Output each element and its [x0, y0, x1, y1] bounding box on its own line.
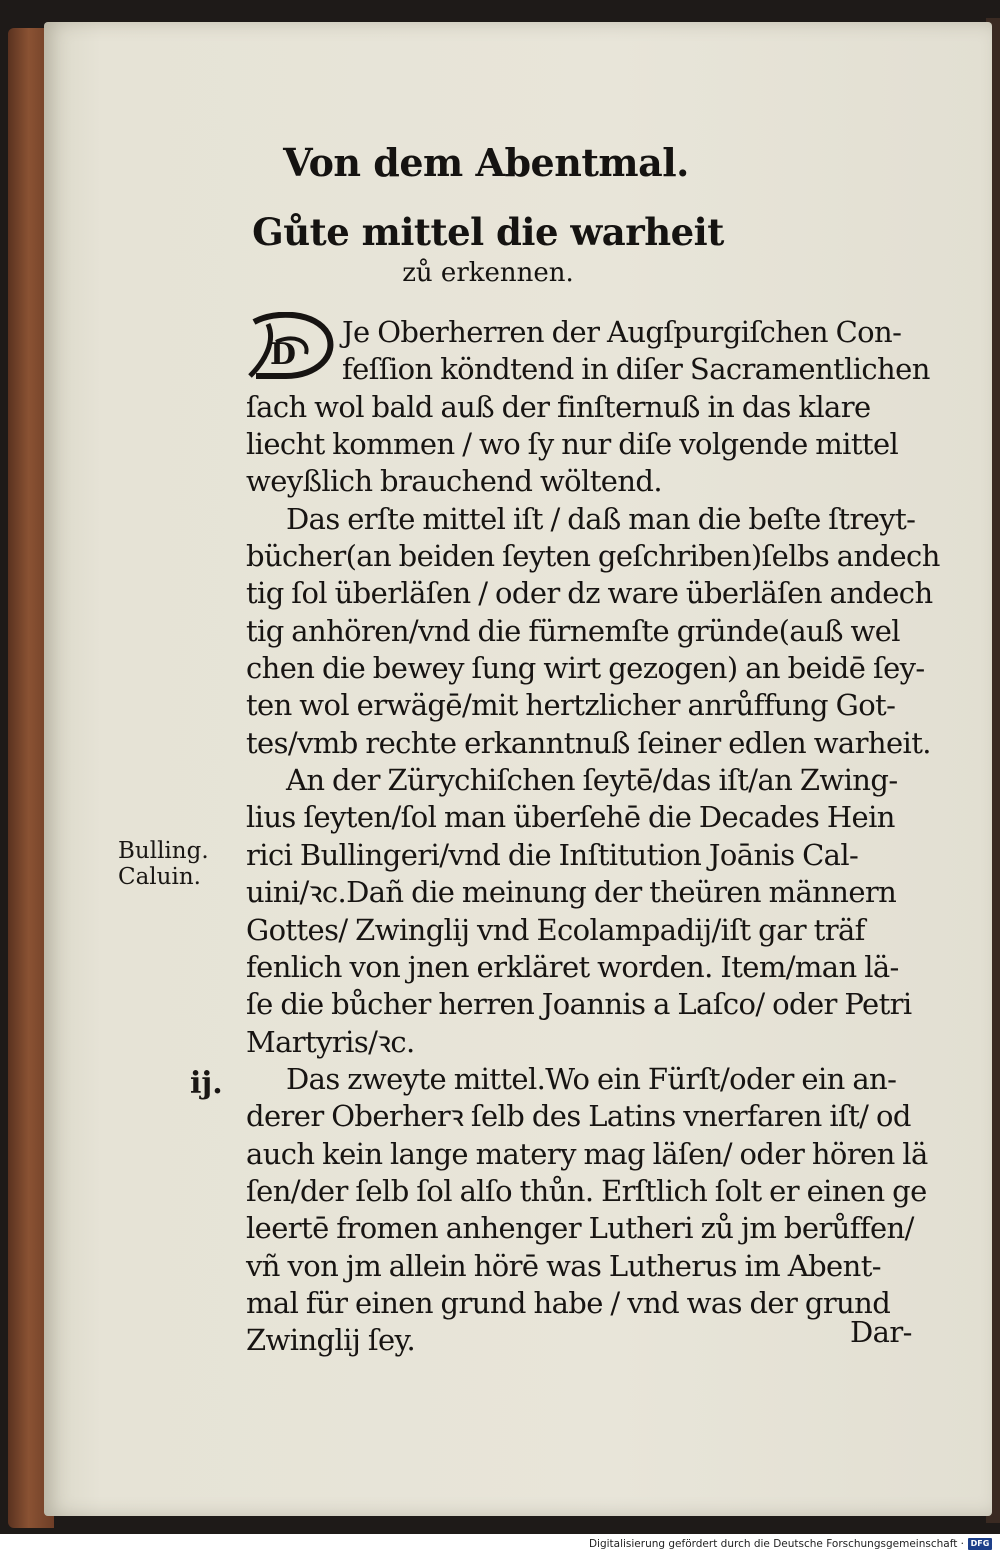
body-text — [246, 314, 946, 1360]
text-line: Je Oberherren der Augſpurgiſchen Con‑ — [342, 315, 902, 349]
text-line: derer Oberherꝛ ſelb des Latins vnerfaren iſt/ od — [246, 1099, 911, 1134]
text-line: tig anhören/vnd die fürnemſte gründe(auß wel — [246, 613, 900, 648]
credit-text: Digitalisierung gefördert durch die Deutsche Forschungsgemeinschaft · — [588, 1538, 964, 1550]
margin-note — [118, 838, 209, 890]
text-line: lius ſeyten/ſol man überſehē die Decades Hein — [246, 800, 895, 835]
text-line: chen die bewey ſung wirt gezogen) an beidē ſey‑ — [246, 651, 925, 686]
text-line: An der Zürychiſchen ſeytē/das iſt/an Zwing‑ — [286, 763, 898, 798]
text-line: uini/ꝛc.Dañ die meinung der theüren männern — [246, 875, 897, 910]
text-line: ten wol erwägē/mit hertzlicher anrůffung Got‑ — [246, 688, 896, 723]
text-line: Martyris/ꝛc. — [246, 1024, 415, 1059]
text-line: Zwinglij ſey. — [246, 1323, 416, 1358]
svg-text:D: D — [270, 337, 297, 372]
text-line: leertē fromen anhenger Lutheri zů jm berůffen/ — [246, 1211, 914, 1246]
text-line: bücher(an beiden ſeyten geſchriben)ſelbs andech — [246, 539, 940, 574]
text-line: auch kein lange matery mag läſen/ oder hören lä — [246, 1136, 928, 1171]
text-line: liecht kommen / wo ſy nur diſe volgende mittel — [246, 427, 899, 462]
text-line: ſen/der ſelb ſol alſo thůn. Erſtlich ſolt er einen ge — [246, 1173, 927, 1208]
text-line: vñ von jm allein hörē was Lutherus im Abent‑ — [246, 1248, 881, 1283]
text-line: Das erſte mittel iſt / daß man die beſte ſtreyt‑ — [286, 501, 916, 536]
dfg-logo: DFG — [968, 1538, 992, 1550]
catchword: Dar‑ — [850, 1315, 912, 1349]
text-line: feſſion köndtend in diſer Sacramentlichen — [342, 352, 930, 387]
digitization-credit — [589, 1538, 992, 1550]
text-line: fenlich von jnen erkläret worden. Item/man lä‑ — [246, 949, 899, 984]
text-line: Das zweyte mittel.Wo ein Fürſt/oder ein an‑ — [286, 1061, 897, 1096]
margin-note-line: Bulling. — [118, 838, 209, 864]
margin-note-line: Caluin. — [118, 864, 201, 890]
signature-mark: ij. — [190, 1066, 223, 1101]
text-line: weyßlich brauchend wöltend. — [246, 464, 662, 499]
page-heading: Von dem Abentmal. — [283, 140, 689, 185]
section-heading: Gůte mittel die warheit — [252, 210, 724, 254]
text-line: ſach wol bald auß der finſternuß in das klare — [246, 389, 871, 424]
text-line: tes/vmb rechte erkanntnuß ſeiner edlen warheit. — [246, 725, 931, 760]
text-line: tig ſol überläſen / oder dz ware überläſen andech — [246, 576, 933, 611]
text-line: Gottes/ Zwinglij vnd Ecolampadij/iſt gar träf — [246, 912, 865, 947]
text-line: rici Bullingeri/vnd die Inſtitution Joānis Cal‑ — [246, 837, 859, 872]
section-subheading: zů erkennen. — [402, 258, 574, 288]
text-line: ſe die bůcher herren Joannis a Laſco/ oder Petri — [246, 987, 912, 1022]
text-line: mal für einen grund habe / vnd was der grund — [246, 1285, 891, 1320]
